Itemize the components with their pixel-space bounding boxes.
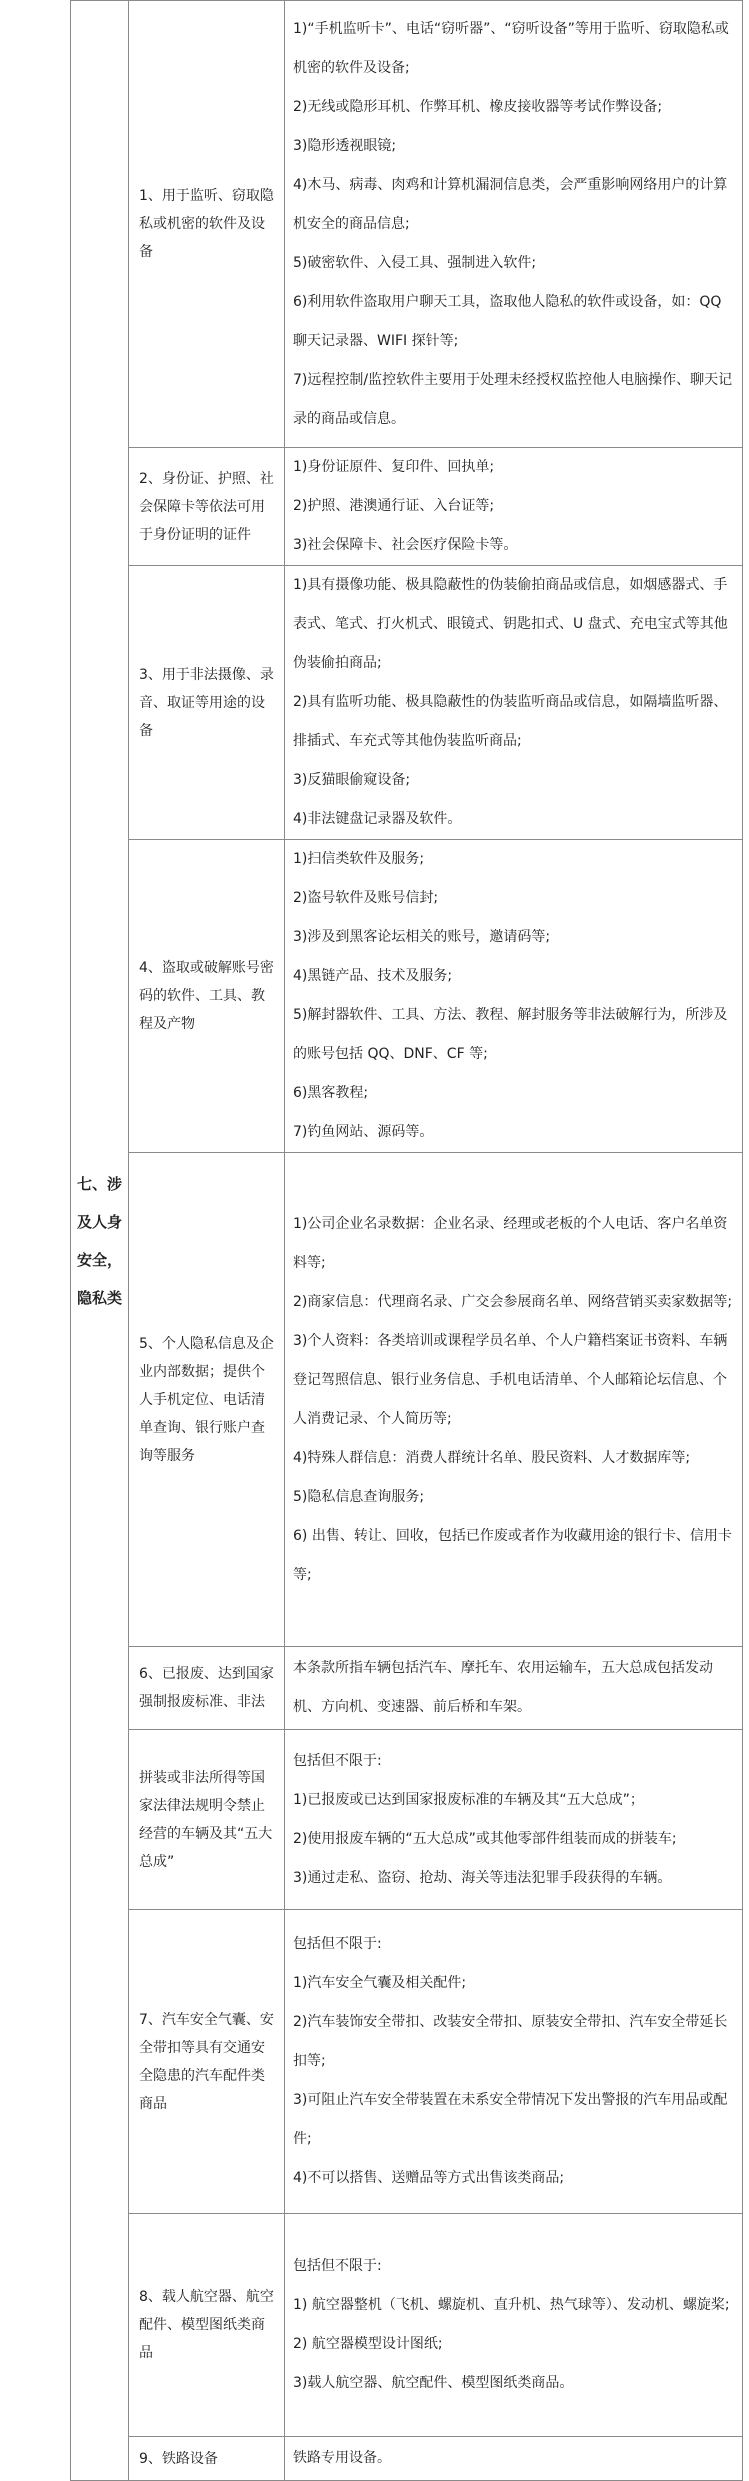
table-row	[71, 1647, 743, 1730]
details-cell	[285, 566, 743, 840]
detail-line: 2)无线或隐形耳机、作弊耳机、橡皮接收器等考试作弊设备;	[293, 98, 663, 115]
detail-line: 5)隐私信息查询服务;	[293, 1488, 425, 1505]
table-row	[71, 2214, 743, 2437]
detail-line: 2)护照、港澳通行证、入台证等;	[293, 498, 495, 514]
table-row	[71, 1153, 743, 1647]
detail-line: 3)涉及到黑客论坛相关的账号，邀请码等;	[293, 929, 551, 945]
detail-line: 3)载人航空器、航空配件、模型图纸类商品。	[293, 2375, 574, 2391]
prohibited-goods-table	[70, 0, 743, 2481]
detail-line: 6)黑客教程;	[293, 1085, 369, 1101]
detail-line: 包括但不限于:	[293, 1752, 382, 1769]
detail-line: 4)非法键盘记录器及软件。	[293, 811, 462, 827]
subcategory-cell: 2、身份证、护照、社会保障卡等依法可用于身份证明的证件	[129, 448, 285, 566]
detail-line: 2)使用报废车辆的“五大总成”或其他零部件组装而成的拼装车;	[293, 1830, 677, 1847]
detail-line: 包括但不限于:	[293, 2258, 382, 2274]
details-cell	[285, 840, 743, 1153]
table-row	[71, 1910, 743, 2214]
detail-line: 3)可阻止汽车安全带装置在未系安全带情况下发出警报的汽车用品或配件;	[293, 2092, 728, 2147]
detail-line: 本条款所指车辆包括汽车、摩托车、农用运输车，五大总成包括发动机、方向机、变速器、前后桥和车架。	[293, 1660, 713, 1715]
detail-line: 1)“手机监听卡”、电话“窃听器”、“窃听设备”等用于监听、窃取隐私或机密的软件及设备;	[293, 20, 729, 76]
detail-line: 6)利用软件盗取用户聊天工具，盗取他人隐私的软件或设备，如：QQ 聊天记录器、WIFI 探针等;	[293, 293, 722, 349]
details-cell	[285, 1153, 743, 1647]
table-row	[71, 840, 743, 1153]
detail-line: 2) 航空器模型设计图纸;	[293, 2336, 443, 2352]
detail-line: 3)通过走私、盗窃、抢劫、海关等违法犯罪手段获得的车辆。	[293, 1869, 672, 1886]
detail-line: 3)隐形透视眼镜;	[293, 137, 397, 154]
detail-line: 4)特殊人群信息：消费人群统计名单、股民资料、人才数据库等;	[293, 1449, 691, 1466]
detail-line: 3)反猫眼偷窥设备;	[293, 772, 411, 788]
detail-line: 4)黑链产品、技术及服务;	[293, 968, 453, 984]
detail-line: 包括但不限于:	[293, 1936, 382, 1952]
table-row	[71, 1730, 743, 1910]
detail-line: 6) 出售、转让、回收，包括已作废或者作为收藏用途的银行卡、信用卡等;	[293, 1527, 732, 1583]
detail-line: 3)个人资料：各类培训或课程学员名单、个人户籍档案证书资料、车辆登记驾照信息、银行业务信息、手机电话清单、个人邮箱论坛信息、个人消费记录、个人简历等;	[293, 1332, 728, 1427]
detail-line: 3)社会保障卡、社会医疗保险卡等。	[293, 537, 518, 553]
subcategory-cell: 6、已报废、达到国家强制报废标准、非法	[129, 1647, 285, 1730]
detail-line: 4)木马、病毒、肉鸡和计算机漏洞信息类，会严重影响网络用户的计算机安全的商品信息;	[293, 176, 728, 232]
detail-line: 铁路专用设备。	[293, 2450, 391, 2466]
detail-line: 1)扫信类软件及服务;	[293, 851, 425, 867]
detail-line: 1)身份证原件、复印件、回执单;	[293, 459, 495, 475]
table-row	[71, 1, 743, 448]
details-cell	[285, 1647, 743, 1730]
subcategory-cell: 7、汽车安全气囊、安全带扣等具有交通安全隐患的汽车配件类商品	[129, 1910, 285, 2214]
subcategory-cell: 9、铁路设备	[129, 2437, 285, 2481]
detail-line: 2)具有监听功能、极具隐蔽性的伪装监听商品或信息，如隔墙监听器、排插式、车充式等其他伪装监听商品;	[293, 694, 728, 749]
detail-line: 1) 航空器整机（飞机、螺旋机、直升机、热气球等）、发动机、螺旋桨;	[293, 2297, 730, 2313]
detail-line: 1)公司企业名录数据：企业名录、经理或老板的个人电话、客户名单资料等;	[293, 1215, 728, 1271]
detail-line: 5)解封器软件、工具、方法、教程、解封服务等非法破解行为，所涉及的账号包括 QQ、DNF、CF 等;	[293, 1007, 728, 1062]
detail-line: 1)具有摄像功能、极具隐蔽性的伪装偷拍商品或信息，如烟感器式、手表式、笔式、打火机式、眼镜式、钥匙扣式、U 盘式、充电宝式等其他伪装偷拍商品;	[293, 577, 728, 671]
subcategory-cell: 5、个人隐私信息及企业内部数据；提供个人手机定位、电话清单查询、银行账户查询等服务	[129, 1153, 285, 1647]
table-row	[71, 566, 743, 840]
detail-line: 2)商家信息：代理商名录、广交会参展商名单、网络营销买卖家数据等;	[293, 1293, 733, 1310]
subcategory-cell: 3、用于非法摄像、录音、取证等用途的设备	[129, 566, 285, 840]
detail-line: 5)破密软件、入侵工具、强制进入软件;	[293, 254, 537, 271]
details-cell	[285, 1730, 743, 1910]
detail-line: 1)已报废或已达到国家报废标准的车辆及其“五大总成”；	[293, 1791, 644, 1808]
subcategory-cell: 1、用于监听、窃取隐私或机密的软件及设备	[129, 1, 285, 448]
detail-line: 2)汽车装饰安全带扣、改装安全带扣、原装安全带扣、汽车安全带延长扣等;	[293, 2014, 728, 2069]
subcategory-cell: 拼装或非法所得等国家法律法规明令禁止经营的车辆及其“五大总成”	[129, 1730, 285, 1910]
subcategory-cell: 8、载人航空器、航空配件、模型图纸类商品	[129, 2214, 285, 2437]
detail-line: 7)钓鱼网站、源码等。	[293, 1124, 434, 1140]
details-cell	[285, 2214, 743, 2437]
details-cell	[285, 1, 743, 448]
table-row	[71, 2437, 743, 2481]
details-cell	[285, 1910, 743, 2214]
detail-line: 2)盗号软件及账号信封;	[293, 890, 439, 906]
details-cell	[285, 2437, 743, 2481]
detail-line: 1)汽车安全气囊及相关配件;	[293, 1975, 467, 1991]
detail-line: 4)不可以搭售、送赠品等方式出售该类商品;	[293, 2170, 565, 2186]
details-cell	[285, 448, 743, 566]
subcategory-cell: 4、盗取或破解账号密码的软件、工具、教程及产物	[129, 840, 285, 1153]
detail-line: 7)远程控制/监控软件主要用于处理未经授权监控他人电脑操作、聊天记录的商品或信息。	[293, 371, 733, 427]
category-cell: 七、涉及人身安全，隐私类	[71, 1, 129, 2481]
table-row	[71, 448, 743, 566]
